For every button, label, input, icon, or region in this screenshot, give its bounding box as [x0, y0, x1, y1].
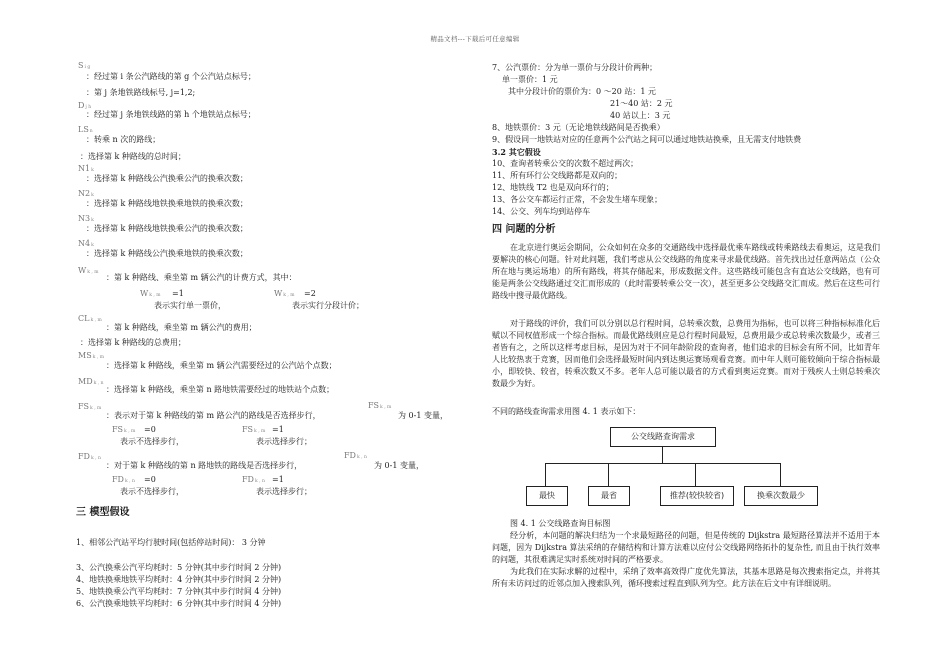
symbol-s: Si g: [78, 61, 91, 70]
diagram-node-fewest-transfers: 换乘次数最少: [744, 486, 818, 506]
analysis-paragraph-3: 不同的路线查询需求用图 4. 1 表示如下：: [492, 407, 641, 416]
diagram-connector-2: [608, 463, 609, 486]
symbol-w1: Wk , m: [140, 289, 161, 298]
def-n3b: ：选择第 k 种路线地铁换乘公汽的换乘次数；: [86, 224, 248, 233]
symbol-fs-r: FSk , m: [368, 401, 392, 410]
section-3-heading: 三 模型假设: [76, 507, 130, 518]
symbol-w: Wk , m: [78, 266, 99, 275]
assumption-12: 12、地铁线 T2 也是双向环行的；: [492, 183, 614, 192]
def-cl: ：第 k 种路线，乘坐第 m 辆公汽的费用；: [106, 323, 257, 332]
figure-caption: 图 4. 1 公交线路查询目标图: [510, 519, 611, 528]
def-total: ：选择第 k 种路线的总费用；: [80, 338, 186, 347]
def-n3: ：选择第 k 种路线地铁换乘地铁的换乘次数；: [86, 199, 248, 208]
fare-segment-2: 21～40 站：2 元: [610, 99, 673, 108]
diagram-connector-bar: [545, 463, 780, 464]
symbol-fd2: FDk , n: [242, 475, 265, 484]
query-goal-diagram: [520, 427, 820, 517]
symbol-n2: N2k: [78, 189, 94, 198]
diagram-connector-3: [695, 463, 696, 486]
fare-line-7: 7、公汽票价：分为单一票价与分段计价两种；: [492, 63, 658, 72]
analysis-paragraph-5: 为此我们在实际求解的过程中，采纳了效率高效得广度优先算法，其基本思路是每次搜索指定点，并将其所有未访问过的近邻点加入搜索队列，循环搜索过程直到队列为空。此方法在后文中有详细说明。: [492, 567, 880, 588]
diagram-node-cheapest: 最省: [588, 486, 630, 506]
diagram-connector-root: [662, 446, 663, 463]
fs-eq2: =1: [272, 425, 284, 434]
symbol-n3: N3k: [78, 214, 94, 223]
subsection-3-2: 3.2 其它假设: [492, 147, 541, 157]
w-desc2: 表示实行分段计价；: [292, 301, 364, 310]
fare-single: 单一票价：1 元: [502, 75, 558, 84]
assumption-13: 13、各公交车都运行正常，不会发生堵车现象；: [492, 195, 663, 204]
assumption-5: 5、地铁换乘公汽平均耗时：7 分钟(其中步行时间 4 分钟): [76, 587, 282, 596]
analysis-paragraph-2: 对于路线的评价，我们可以分别以总行程时间，总转乘次数，总费用为指标，也可以将三种指标标准化后赋以不同权值形成一个综合指标。而最优路线则应是总行程时间最短，总费用最少或总转乘次数最少，或者三者皆有之，之所以这样考虑目标，是因为对于不同年龄阶段的查询者，他们追求的目标会有所不同，比如青年人比较热衷于竞赛，因而他们会选择最短时间内到达奥运赛场观看竞赛。而中年人则可能较倾向于综合指标最小，即较快、较省，转乘次数又不多。老年人总可能以最省的方式看到奥运竞赛。而对于残疾人士则总转乘次数最少为好。: [492, 319, 880, 388]
fd-eq2: =1: [272, 475, 284, 484]
fs-desc1: 表示不选择步行，: [120, 437, 184, 446]
def-fs: ：表示对于第 k 种路线的第 m 路公汽的路线是否选择步行，: [106, 411, 321, 420]
symbol-md: MDk , n: [78, 377, 104, 386]
header-watermark: 精品文档---下载后可任意编辑: [430, 35, 520, 43]
section-4-heading: 四 问题的分析: [492, 224, 556, 235]
def-n2: ：选择第 k 种路线公汽换乘公汽的换乘次数；: [86, 174, 248, 183]
diagram-connector-1: [545, 463, 546, 486]
symbol-w2: Wk , m: [274, 289, 295, 298]
assumption-11: 11、所有环行公交线路都是双向的；: [492, 171, 623, 180]
assumption-3: 3、公汽换乘公汽平均耗时：5 分钟(其中步行时间 2 分钟): [76, 563, 282, 572]
symbol-fd1: FDk , n: [112, 475, 135, 484]
w-eq1: =1: [172, 289, 184, 298]
def-md: ：选择第 k 种路线，乘坐第 n 路地铁需要经过的地铁站个点数；: [106, 385, 335, 394]
symbol-fs1: FSk , m: [112, 425, 136, 434]
fare-segment-1: 其中分段计价的票价为：0 ～20 站：1 元: [508, 87, 656, 96]
w-eq2: =2: [304, 289, 316, 298]
subway-fare: 8、地铁票价：3 元（无论地铁线路间是否换乘）: [492, 123, 665, 132]
diagram-root-node: 公交线路查询需求: [610, 427, 716, 447]
diagram-connector-4: [780, 463, 781, 486]
fs-tail: 为 0-1 变量，: [398, 411, 448, 420]
w-desc1: 表示实行单一票价，: [154, 301, 226, 310]
symbol-n1: N1k: [78, 164, 94, 173]
assumption-1: 1、相邻公汽站平均行驶时间(包括停站时间)： 3 分钟: [76, 538, 266, 547]
def-n4: ：选择第 k 种路线公汽换乘地铁的换乘次数；: [86, 249, 248, 258]
assumption-6: 6、公汽换乘地铁平均耗时：6 分钟(其中步行时间 4 分钟): [76, 599, 282, 608]
symbol-fs: FSk , m: [78, 402, 102, 411]
symbol-fd: FDk , n: [78, 452, 101, 461]
assumption-4: 4、地铁换乘地铁平均耗时：4 分钟(其中步行时间 2 分钟): [76, 575, 282, 584]
symbol-d: Dj h: [78, 101, 92, 110]
fs-desc2: 表示选择步行；: [256, 437, 312, 446]
symbol-ls: LSn: [78, 125, 93, 134]
assumption-14: 14、公交、列车均到站停车: [492, 207, 591, 216]
analysis-paragraph-1: 在北京进行奥运会期间，公众如何在众多的交通路线中选择最优乘车路线或转乘路线去看奥运，这是我们要解决的核心问题。针对此问题，我们考虑从公交线路的角度来寻求最优线路。首先找出过任意两站点（公众所在地与奥运场地）的所有路线，将其存储起来，形成数据文件。这些路线可能包含有直达公交线路，也有可能是两条公交线路通过交汇而形成的（此时需要转乘公交一次），甚至更多公交线路交汇而成。然后在这些可行路线中搜寻最优路线。: [492, 243, 880, 300]
def-s: ：经过第 i 条公汽路线的第 g 个公汽站点标号；: [86, 72, 256, 81]
fd-desc1: 表示不选择步行，: [120, 487, 184, 496]
fare-segment-3: 40 站以上：3 元: [610, 111, 671, 120]
symbol-n4: N4k: [78, 239, 94, 248]
assumption-10: 10、查询者转乘公交的次数不超过两次；: [492, 159, 639, 168]
def-j: ：第 j 条地铁路线标号, j=1,2;: [86, 88, 196, 97]
def-fd: ：对于第 k 种路线的第 n 路地铁的路线是否选择步行，: [106, 461, 303, 470]
fs-eq1: =0: [144, 425, 156, 434]
def-w: ：第 k 种路线、乘坐第 m 辆公汽的计费方式，其中：: [106, 273, 297, 282]
analysis-paragraph-4: 经分析，本问题的解决归结为一个求最短路径的问题，但是传统的 Dijkstra 最短路径算法并不适用于本问题，因为 Dijkstra 算法采纳的存储结构和计算方法难以应付公交线路网络拓扑的复杂性, 而且由于执行效率的问题，其很难满足实时系统对时间的严格要求。: [492, 531, 880, 564]
def-d: ：经过第 j 条地铁线路的第 h 个地铁站点标号；: [86, 110, 256, 119]
def-ms: ：选择第 k 种路线，乘坐第 m 辆公汽需要经过的公汽站个点数；: [106, 361, 337, 370]
symbol-ms: MSk , m: [78, 351, 104, 360]
diagram-node-fastest: 最快: [526, 486, 568, 506]
symbol-fs2: FSk , m: [242, 425, 266, 434]
def-ls: ：转乘 n 次的路线；: [86, 135, 161, 144]
symbol-fd-r: FDk , n: [344, 451, 367, 460]
def-n1: ：选择第 k 种路线的总时间；: [80, 152, 186, 161]
assumption-9: 9、假设同一地铁站对应的任意两个公汽站之间可以通过地铁站换乘，且无需支付地铁费: [492, 135, 802, 144]
fd-tail: 为 0-1 变量，: [374, 461, 424, 470]
fd-eq1: =0: [144, 475, 156, 484]
fd-desc2: 表示选择步行；: [256, 487, 312, 496]
diagram-node-recommended: 推荐(较快较省): [660, 486, 734, 506]
symbol-cl: CLk , m: [78, 314, 102, 323]
